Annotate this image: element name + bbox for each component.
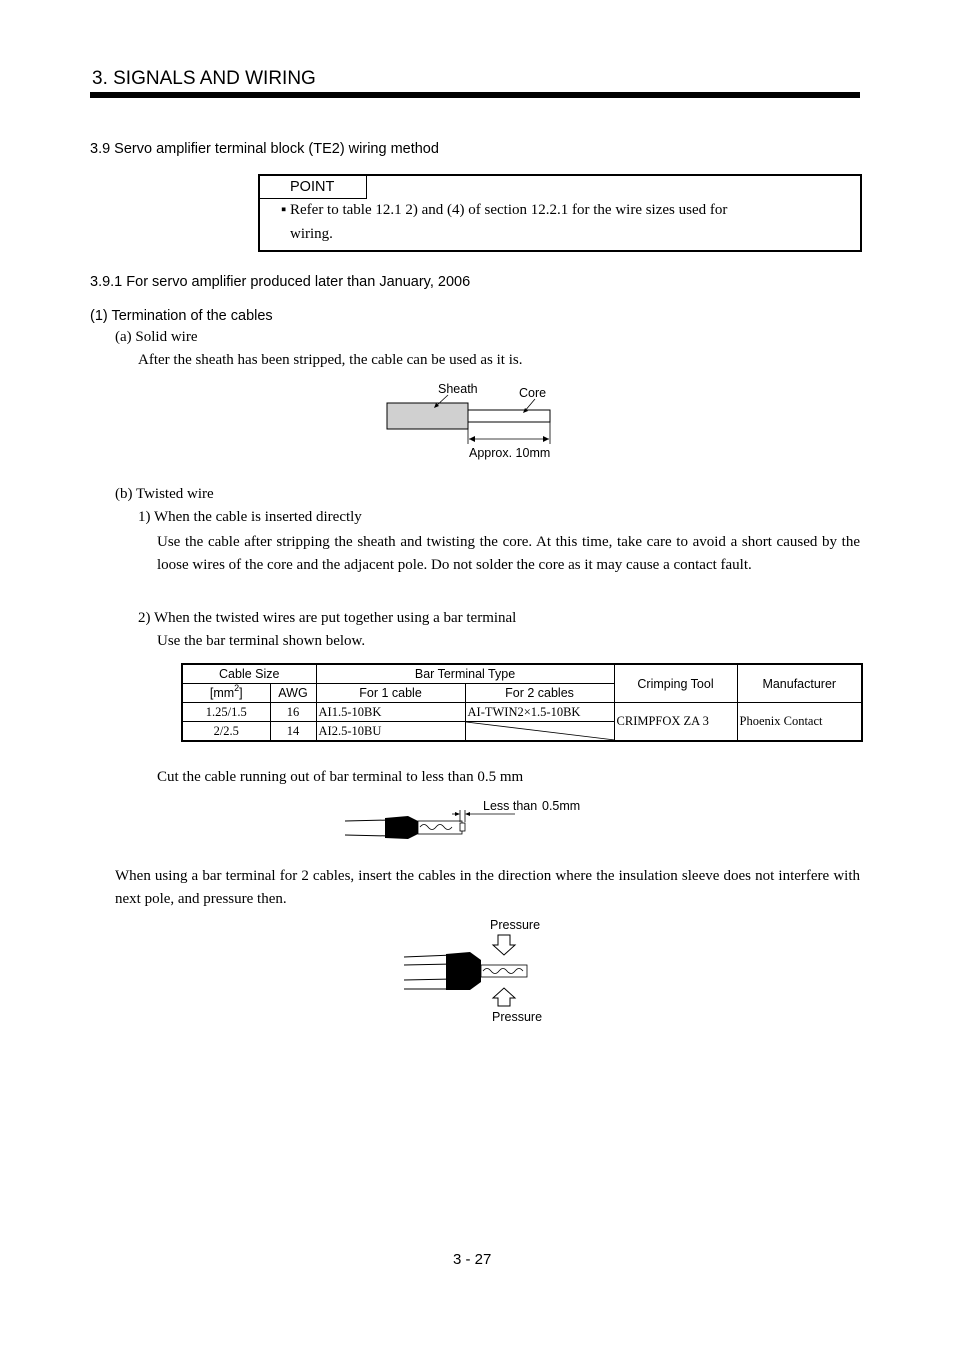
item-b2-text: Use the bar terminal shown below. bbox=[157, 633, 366, 649]
cable-line-2 bbox=[404, 964, 453, 965]
chapter-title: 3. SIGNALS AND WIRING bbox=[92, 68, 316, 89]
solid-wire-figure bbox=[380, 378, 570, 464]
item-b1-text: Use the cable after stripping the sheath and twisting the core. At this time, take care to avoid a short caused by the loose wires of the core and the adjacent pole. Do not solder the core as it may cause a contact fault. bbox=[157, 534, 860, 573]
item-a-label: (a) Solid wire bbox=[115, 329, 198, 345]
header-manufacturer: Manufacturer bbox=[737, 664, 862, 703]
cell-not-applicable bbox=[465, 722, 614, 742]
insulation-sleeve bbox=[385, 816, 418, 839]
header-for-1-cable: For 1 cable bbox=[316, 684, 465, 703]
header-cable-size: Cable Size bbox=[182, 664, 316, 684]
dim-arrow-right bbox=[543, 436, 549, 442]
less-than-dimension: 0.5mm bbox=[542, 799, 581, 813]
item-b-label: (b) Twisted wire bbox=[115, 486, 214, 502]
item-b2-label: 2) When the twisted wires are put together using a bar terminal bbox=[138, 610, 517, 626]
insulation-sleeve bbox=[446, 952, 481, 990]
item-b1-label: 1) When the cable is inserted directly bbox=[138, 509, 362, 525]
pressure-arrow-up bbox=[493, 988, 515, 1006]
less-than-label: Less than bbox=[483, 799, 538, 813]
point-text-line1: Refer to table 12.1 2) and (4) of section 12.2.1 for the wire sizes used for bbox=[290, 202, 728, 218]
core-shape bbox=[468, 410, 550, 422]
bar-terminal-cut-figure bbox=[340, 796, 590, 844]
subsection-heading: 3.9.1 For servo amplifier produced later than January, 2006 bbox=[90, 274, 471, 290]
approx-dimension-label: Approx. 10mm bbox=[469, 446, 551, 460]
table-row bbox=[182, 703, 862, 722]
cable-line-3 bbox=[404, 979, 453, 980]
cell-crimping-tool: CRIMPFOX ZA 3 bbox=[614, 703, 737, 742]
pressure-label-top: Pressure bbox=[490, 918, 541, 932]
cell-for-1-cable: AI2.5-10BU bbox=[316, 722, 465, 742]
bar-terminal-table bbox=[181, 663, 863, 742]
cell-mm2: 1.25/1.5 bbox=[182, 703, 270, 722]
cell-manufacturer: Phoenix Contact bbox=[737, 703, 862, 742]
header-for-2-cables: For 2 cables bbox=[465, 684, 614, 703]
header-mm2: $[mm^2]$ bbox=[182, 684, 270, 703]
point-text-line2: wiring. bbox=[290, 226, 333, 242]
header-bar-terminal-type: Bar Terminal Type bbox=[316, 664, 614, 684]
dim-arrow-right bbox=[465, 812, 470, 816]
sheath-label: Sheath bbox=[438, 382, 478, 396]
cut-instruction: Cut the cable running out of bar terminal to less than 0.5 mm bbox=[157, 769, 524, 785]
cable-line-1 bbox=[404, 955, 453, 957]
cell-for-1-cable: AI1.5-10BK bbox=[316, 703, 465, 722]
cell-for-2-cables: AI-TWIN2×1.5-10BK bbox=[465, 703, 614, 722]
cell-awg: 16 bbox=[270, 703, 316, 722]
pressure-label-bottom: Pressure bbox=[492, 1010, 543, 1024]
header-awg: AWG bbox=[270, 684, 316, 703]
header-crimping-tool: Crimping Tool bbox=[614, 664, 737, 703]
page-number: 3 - 27 bbox=[453, 1251, 492, 1268]
ferrule bbox=[481, 965, 527, 977]
item1-heading: (1) Termination of the cables bbox=[90, 308, 273, 324]
core-protrusion bbox=[460, 823, 465, 831]
two-cables-instruction: When using a bar terminal for 2 cables, insert the cables in the direction where the insulation sleeve does not interfere with next pole, and pressure then. bbox=[115, 868, 860, 907]
diagonal-slash bbox=[466, 722, 615, 740]
item-a-text: After the sheath has been stripped, the cable can be used as it is. bbox=[138, 352, 523, 368]
cable-line-bottom bbox=[345, 835, 390, 836]
table-header-row bbox=[182, 664, 862, 684]
two-cable-pressure-figure bbox=[398, 914, 558, 1028]
core-label: Core bbox=[519, 386, 547, 400]
pressure-arrow-down bbox=[493, 935, 515, 955]
sheath-shape bbox=[387, 403, 468, 429]
dim-arrow-left bbox=[469, 436, 475, 442]
point-label: POINT bbox=[290, 179, 335, 195]
cable-line-top bbox=[345, 820, 390, 821]
cell-awg: 14 bbox=[270, 722, 316, 742]
point-bullet: ▪ bbox=[281, 202, 287, 218]
cell-mm2: 2/2.5 bbox=[182, 722, 270, 742]
ferrule bbox=[418, 821, 462, 834]
dim-arrow-left bbox=[455, 812, 460, 816]
chapter-rule bbox=[90, 92, 860, 98]
section-heading: 3.9 Servo amplifier terminal block (TE2) wiring method bbox=[90, 141, 439, 157]
